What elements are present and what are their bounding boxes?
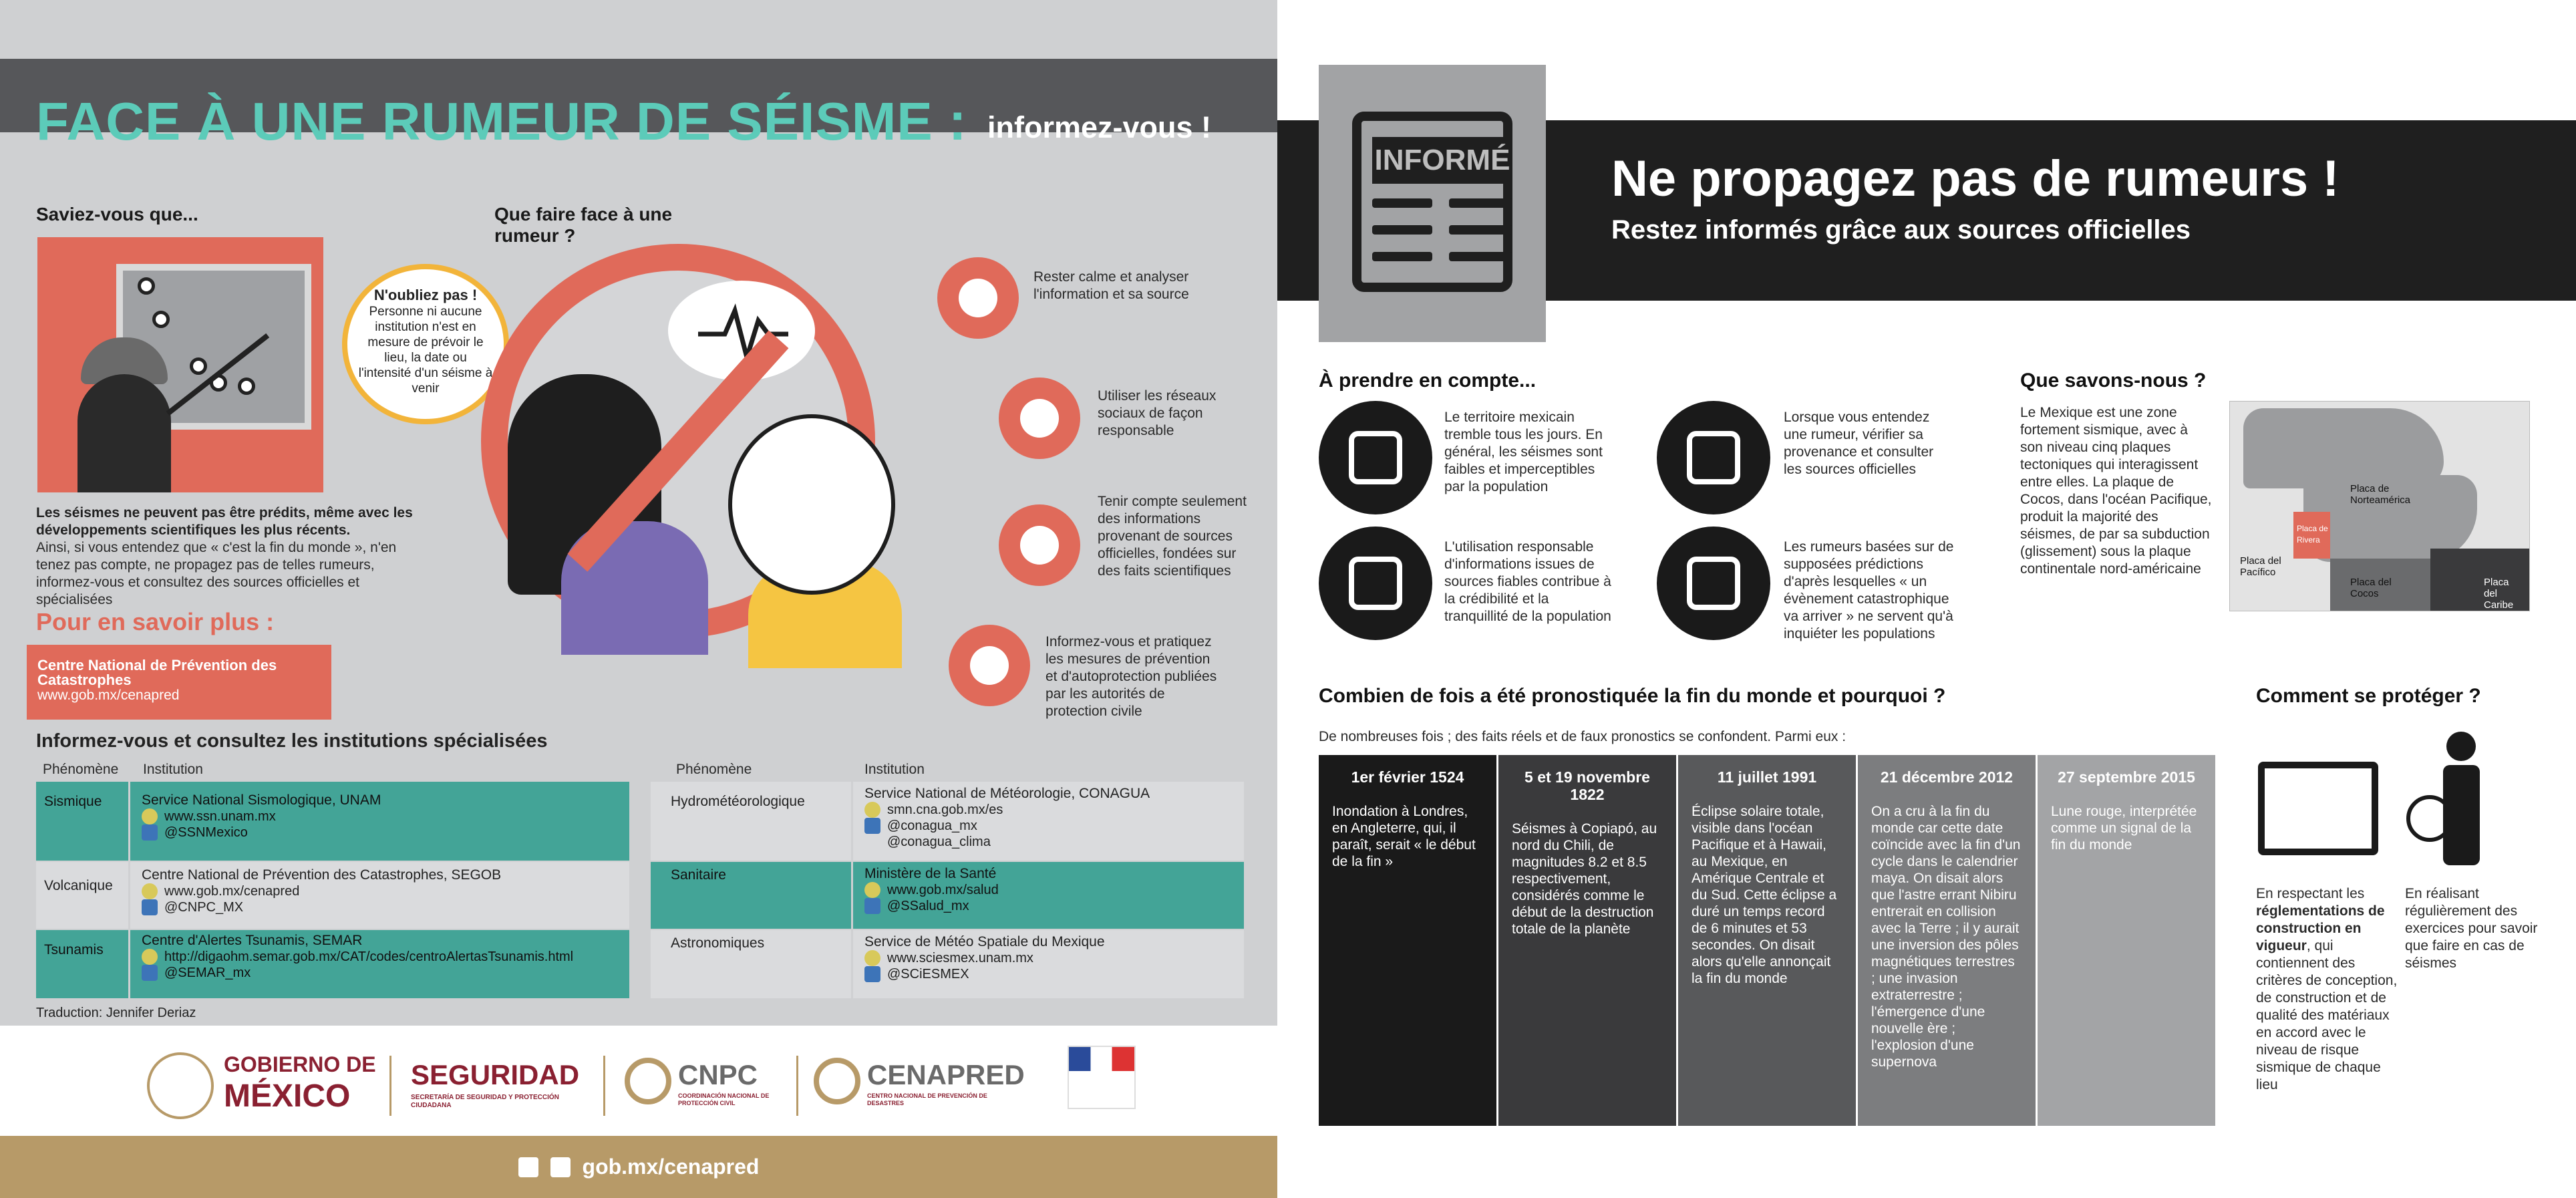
cnpc-logo-sub: COORDINACIÓN NACIONAL DE PROTECCIÓN CIVIL xyxy=(678,1092,770,1106)
timeline-date: 5 et 19 novembre 1822 xyxy=(1524,768,1650,803)
map-label-norteamerica: Placa de Norteamérica xyxy=(2350,483,2411,506)
phenomene-cell: Tsunamis xyxy=(44,942,104,957)
phenomene-cell: Hydrométéorologique xyxy=(671,794,805,809)
institution-name: Centre d'Alertes Tsunamis, SEMAR xyxy=(142,933,363,948)
twitter-icon xyxy=(864,966,880,982)
evacuation-icon xyxy=(949,625,1030,706)
twitter-icon xyxy=(864,818,880,834)
institutions-heading: Informez-vous et consultez les institutions spécialisées xyxy=(36,730,548,752)
cell-divider xyxy=(128,930,130,998)
web-icon xyxy=(142,949,158,965)
right-subtitle: Restez informés grâce aux sources officielles xyxy=(1611,215,2191,245)
institution-cell xyxy=(864,866,999,914)
twitter-link[interactable]: @conagua_mx xyxy=(864,818,1150,834)
institution-name: Service de Météo Spatiale du Mexique xyxy=(864,934,1105,949)
puzzle-icon xyxy=(1657,401,1770,514)
web-icon xyxy=(142,808,158,825)
combien-heading: Combien de fois a été pronostiquée la fin du monde et pourquoi ? xyxy=(1319,685,1946,707)
institution-name: Service National Sismologique, UNAM xyxy=(142,792,381,808)
col-header-phenomene: Phénomène xyxy=(43,762,119,777)
web-icon xyxy=(864,802,880,818)
drill-person-icon xyxy=(2406,732,2493,865)
main-subtitle: informez-vous ! xyxy=(987,110,1212,144)
twitter-icon xyxy=(142,965,158,981)
institution-cell xyxy=(142,867,501,915)
learn-more-heading: Pour en savoir plus : xyxy=(36,608,275,635)
table-row xyxy=(36,862,629,929)
timeline-date: 21 décembre 2012 xyxy=(1880,768,2014,786)
institution-cell xyxy=(864,934,1105,982)
web-link[interactable]: www.gob.mx/cenapred xyxy=(142,883,501,899)
web-link[interactable]: www.gob.mx/salud xyxy=(864,882,999,898)
table-row xyxy=(651,930,1244,998)
gobierno-logo-line2: MÉXICO xyxy=(224,1078,351,1114)
protect-text: En réalisant régulièrement des exercices pour savoir que faire en cas de séismes xyxy=(2405,886,2538,971)
institution-cell xyxy=(864,786,1150,850)
timeline-column xyxy=(1498,755,1676,1126)
reminder-body: Personne ni aucune institution n'est en mesure de prévoir le lieu, la date ou l'intensité d'un séisme à venir xyxy=(358,305,493,396)
network-icon xyxy=(999,378,1080,459)
text-line xyxy=(1372,252,1432,261)
cnpc-url[interactable]: www.gob.mx/cenapred xyxy=(37,688,180,703)
logo-divider xyxy=(603,1056,605,1116)
timeline-column xyxy=(1678,755,1856,1126)
point-text: Lorsque vous entendez une rumeur, vérifier sa provenance et consulter les sources officielles xyxy=(1784,410,1934,477)
facebook-icon[interactable] xyxy=(518,1157,538,1177)
timeline-text: Séismes à Copiapó, au nord du Chili, de magnitudes 8.2 et 8.5 respectivement, considérés comme le début de la destruction totale de la planète xyxy=(1512,821,1657,937)
timeline-column xyxy=(1319,755,1496,1126)
cnpc-logo-icon xyxy=(625,1058,671,1104)
col-header-institution: Institution xyxy=(143,762,203,777)
logo-divider xyxy=(389,1056,391,1116)
person-icon xyxy=(77,374,171,492)
footer-bar xyxy=(0,1136,1277,1198)
cell-divider xyxy=(851,930,853,998)
twitter-icon xyxy=(142,825,158,841)
que-savons-heading: Que savons-nous ? xyxy=(2020,369,2207,392)
phenomene-cell: Astronomiques xyxy=(671,935,765,951)
web-icon xyxy=(864,882,880,898)
twitter-link[interactable]: @SEMAR_mx xyxy=(142,965,573,981)
col-header-phenomene: Phénomène xyxy=(676,762,752,777)
document-search-icon xyxy=(1319,527,1432,640)
timeline-column xyxy=(2038,755,2215,1126)
cell-divider xyxy=(851,862,853,929)
table-row xyxy=(651,782,1244,861)
institution-name: Ministère de la Santé xyxy=(864,866,997,881)
man-face xyxy=(728,414,895,595)
book-house-icon xyxy=(2258,762,2378,855)
timeline-column xyxy=(1858,755,2036,1126)
web-link[interactable]: http://digaohm.semar.gob.mx/CAT/codes/centroAlertasTsunamis.html xyxy=(142,949,573,965)
main-title: FACE À UNE RUMEUR DE SÉISME : xyxy=(36,92,967,151)
action-text: Utiliser les réseaux sociaux de façon responsable xyxy=(1098,388,1217,438)
triangle-icon xyxy=(999,504,1080,586)
institution-name: Centre National de Prévention des Catastrophes, SEGOB xyxy=(142,867,502,883)
reminder-title: N'oubliez pas ! xyxy=(373,287,478,303)
savons-text: Le Mexique est une zone fortement sismique, avec à son niveau cinq plaques tectoniques qui interagissent entre elles. La plaque de Cocos, dans l'océan Pacifique, produit la majorité des séismes, de par sa subduction (glissement) sous la plaque continentale nord-américaine xyxy=(2020,405,2212,577)
cell-divider xyxy=(128,862,130,929)
twitter-icon xyxy=(142,899,158,915)
twitter-icon xyxy=(864,898,880,914)
action-text: Rester calme et analyser l'information et sa source xyxy=(1033,269,1189,302)
text-line xyxy=(1449,252,1512,261)
seguridad-logo-sub: SECRETARÍA DE SEGURIDAD Y PROTECCIÓN CIUDADANA xyxy=(411,1094,559,1109)
magnifier-icon xyxy=(937,257,1019,339)
seismic-dot-icon xyxy=(138,277,155,295)
twitter-link[interactable]: @CNPC_MX xyxy=(142,899,501,915)
logos-band xyxy=(0,1026,1277,1139)
table-row xyxy=(36,930,629,998)
twitter-icon[interactable] xyxy=(550,1157,571,1177)
logo-divider xyxy=(796,1056,798,1116)
point-text: L'utilisation responsable d'informations issues de sources fiables contribue à la crédibilité et la tranquillité de la population xyxy=(1444,539,1611,624)
protect-text: En respectant les réglementations de construction en vigueur, qui contiennent des critères de conception, de construction et de qualité des matériaux en accord avec le niveau de risque sismique de chaque lieu xyxy=(2256,886,2398,1092)
seismic-dot-icon xyxy=(152,311,170,328)
cenapred-logo: CENAPRED xyxy=(867,1059,1025,1090)
map-label-caribe: Placa del Caribe xyxy=(2484,577,2514,611)
comment-heading: Comment se protéger ? xyxy=(2256,685,2481,707)
point-text: Les rumeurs basées sur de supposées prédictions d'après lesquelles « un évènement catastrophique va arriver » ne servent qu'à inquiéter les populations xyxy=(1784,539,1954,641)
cell-divider xyxy=(128,782,130,861)
phenomene-cell: Sanitaire xyxy=(671,867,726,883)
cell-divider xyxy=(851,782,853,861)
timeline-date: 1er février 1524 xyxy=(1351,768,1464,786)
action-text: Tenir compte seulement des informations provenant de sources officielles, fondées sur des faits scientifiques xyxy=(1098,494,1247,579)
text-line xyxy=(1449,198,1512,208)
table-row xyxy=(36,782,629,861)
right-title: Ne propagez pas de rumeurs ! xyxy=(1611,150,2340,207)
seismic-dot-icon xyxy=(238,378,255,395)
que-faire-heading: Que faire face à une rumeur ? xyxy=(494,204,673,246)
text-line xyxy=(1372,198,1432,208)
timeline-text: Éclipse solaire totale, visible dans l'océan Pacifique et à Hawaii, au Mexique, en Amérique Centrale et du Sud. Cette éclipse a duré un temps record de 6 minutes et 53 secondes. On disait alors qu'elle annonçait la fin du monde xyxy=(1692,804,1837,986)
institution-cell xyxy=(142,792,381,841)
cnpc-name: Centre National de Prévention des Catastrophes xyxy=(37,657,277,688)
seguridad-logo: SEGURIDAD xyxy=(411,1059,580,1090)
mexico-map-icon xyxy=(1319,401,1432,514)
timeline-text: On a cru à la fin du monde car cette date coïncide avec la fin d'un cycle dans le calendrier maya. On disait alors que l'astre errant Nibiru entrerait en collision avec la Terre ; il y aurait une inversion des pôles magnétiques terrestres ; une invasion extraterrestre ; l'émergence d'une nouvelle ère ; l'explosion d'une supernova xyxy=(1871,804,2021,1070)
tectonic-plates-map xyxy=(2229,401,2530,611)
seismes-bold-text: Les séismes ne peuvent pas être prédits, même avec les développements scientifiques les plus récents. xyxy=(36,505,413,538)
mexico-seal-icon xyxy=(147,1052,214,1119)
web-icon xyxy=(142,883,158,899)
phenomene-cell: Sismique xyxy=(44,794,102,809)
right-panel xyxy=(1277,0,2576,1198)
twitter-link[interactable]: @SCiESMEX xyxy=(864,966,1105,982)
saviez-heading: Saviez-vous que... xyxy=(36,204,198,224)
newspaper-label: INFORMÉ xyxy=(1372,137,1512,184)
cnpc-box xyxy=(27,645,331,720)
web-icon xyxy=(864,950,880,966)
seismes-body-text: Ainsi, si vous entendez que « c'est la fin du monde », n'en tenez pas compte, ne propagez pas de telles rumeurs, informez-vous et consultez des sources officielles et spécialisées xyxy=(36,540,397,607)
map-label-rivera: Placa de Rivera xyxy=(2297,524,2328,545)
footer-url[interactable]: gob.mx/cenapred xyxy=(582,1155,760,1179)
point-text: Le territoire mexicain tremble tous les jours. En général, les séismes sont faibles et imperceptibles par la population xyxy=(1444,410,1603,494)
twitter-link[interactable]: @SSNMexico xyxy=(142,825,381,841)
col-header-institution: Institution xyxy=(864,762,925,777)
text-line xyxy=(1449,225,1512,235)
translation-credit: Traduction: Jennifer Deriaz xyxy=(36,1006,196,1020)
web-link[interactable]: www.ssn.unam.mx xyxy=(142,808,381,825)
combien-subtext: De nombreuses fois ; des faits réels et de faux pronostics se confondent. Parmi eux : xyxy=(1319,729,1846,744)
left-panel xyxy=(0,0,1277,1198)
action-text: Informez-vous et pratiquez les mesures de prévention et d'autoprotection publiées par les autorités de protection civile xyxy=(1045,634,1217,719)
table-row xyxy=(651,862,1244,929)
cnpc-logo: CNPC xyxy=(678,1059,758,1090)
timeline-text: Inondation à Londres, en Angleterre, qui, il paraît, serait « le début de la fin » xyxy=(1332,804,1476,869)
timeline-date: 27 septembre 2015 xyxy=(2058,768,2195,786)
text-line xyxy=(1372,225,1432,235)
phenomene-cell: Volcanique xyxy=(44,878,113,893)
institution-name: Service National de Météorologie, CONAGUA xyxy=(864,786,1150,801)
map-label-cocos: Placa del Cocos xyxy=(2350,577,2392,599)
web-link[interactable]: smn.cna.gob.mx/es xyxy=(864,802,1150,818)
prendre-heading: À prendre en compte... xyxy=(1319,369,1537,392)
newspaper-illustration xyxy=(1319,65,1546,342)
reminder-bubble xyxy=(342,264,509,424)
timeline-date: 11 juillet 1991 xyxy=(1717,768,1817,786)
gobierno-logo-line1: GOBIERNO DE xyxy=(224,1052,376,1076)
timeline-text: Lune rouge, interprétée comme un signal de la fin du monde xyxy=(2051,804,2197,853)
web-link[interactable]: www.sciesmex.unam.mx xyxy=(864,950,1105,966)
seismic-dot-icon xyxy=(190,357,207,375)
french-embassy-logo xyxy=(1068,1046,1136,1109)
twitter-link[interactable]: @SSalud_mx xyxy=(864,898,999,914)
twitter-link[interactable]: @conagua_clima xyxy=(887,835,991,849)
institution-cell xyxy=(142,933,573,981)
map-label-pacifico: Placa del Pacífico xyxy=(2240,555,2281,578)
speech-question-icon xyxy=(1657,527,1770,640)
seismes-paragraph xyxy=(36,504,424,609)
cenapred-logo-icon xyxy=(814,1058,860,1104)
cenapred-logo-sub: CENTRO NACIONAL DE PREVENCIÓN DE DESASTRES xyxy=(867,1092,987,1106)
seismologist-illustration xyxy=(37,237,323,492)
